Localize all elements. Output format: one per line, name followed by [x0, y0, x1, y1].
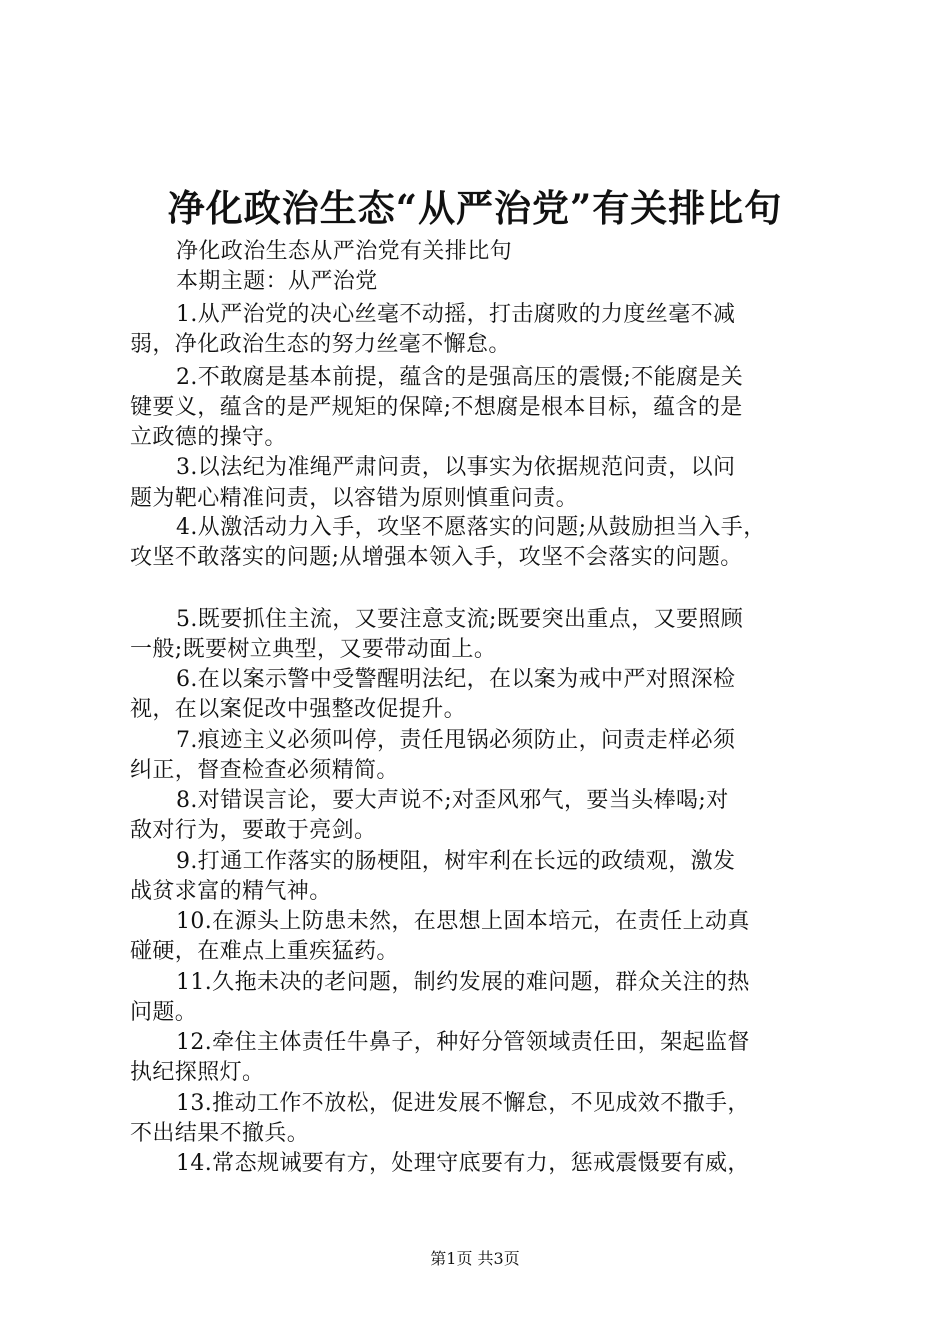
paragraph-line: 1.从严治党的决心丝毫不动摇，打击腐败的力度丝毫不减 [176, 302, 736, 327]
paragraph-line: 4.从激活动力入手，攻坚不愿落实的问题;从鼓励担当入手， [176, 515, 766, 540]
paragraph-line: 一般;既要树立典型，又要带动面上。 [130, 637, 497, 662]
paragraph-line: 3.以法纪为准绳严肃问责，以事实为依据规范问责，以问 [176, 455, 736, 480]
paragraph-line: 题为靶心精准问责，以容错为原则慎重问责。 [130, 486, 579, 511]
paragraph-line: 敌对行为，要敢于亮剑。 [130, 818, 377, 843]
paragraph-line: 10.在源头上防患未然，在思想上固本培元，在责任上动真 [176, 909, 750, 934]
paragraph-line: 立政德的操守。 [130, 425, 287, 450]
document-title: 净化政治生态“从严治党”有关排比句 [167, 186, 783, 230]
paragraph-line: 碰硬，在难点上重疾猛药。 [130, 939, 399, 964]
paragraph-line: 攻坚不敢落实的问题;从增强本领入手，攻坚不会落实的问题。 [130, 545, 743, 570]
paragraph-line: 不出结果不撤兵。 [130, 1121, 310, 1146]
paragraph-line: 8.对错误言论，要大声说不;对歪风邪气，要当头棒喝;对 [176, 788, 729, 813]
paragraph-line: 7.痕迹主义必须叫停，责任甩锅必须防止，问责走样必须 [176, 728, 736, 753]
paragraph-line: 5.既要抓住主流，又要注意支流;既要突出重点，又要照顾 [176, 607, 744, 632]
document-subtitle: 净化政治生态从严治党有关排比句 [176, 239, 513, 264]
paragraph-line: 纠正，督查检查必须精简。 [130, 758, 399, 783]
page-number-footer: 第1页 共3页 [430, 1249, 520, 1268]
paragraph-line: 问题。 [130, 1000, 198, 1025]
paragraph-line: 执纪探照灯。 [130, 1060, 265, 1085]
topic-line: 本期主题：从严治党 [176, 269, 378, 294]
paragraph-line: 2.不敢腐是基本前提，蕴含的是强高压的震慑;不能腐是关 [176, 365, 744, 390]
paragraph-line: 13.推动工作不放松，促进发展不懈怠，不见成效不撒手， [176, 1091, 750, 1116]
paragraph-line: 弱，净化政治生态的努力丝毫不懈怠。 [130, 332, 511, 357]
paragraph-line: 战贫求富的精气神。 [130, 879, 332, 904]
paragraph-line: 12.牵住主体责任牛鼻子，种好分管领域责任田，架起监督 [176, 1030, 750, 1055]
paragraph-line: 9.打通工作落实的肠梗阻，树牢利在长远的政绩观，激发 [176, 849, 736, 874]
paragraph-line: 14.常态规诫要有方，处理守底要有力，惩戒震慑要有威， [176, 1151, 750, 1176]
paragraph-line: 键要义，蕴含的是严规矩的保障;不想腐是根本目标，蕴含的是 [130, 395, 743, 420]
paragraph-line: 11.久拖未决的老问题，制约发展的难问题，群众关注的热 [176, 970, 750, 995]
paragraph-line: 6.在以案示警中受警醒明法纪，在以案为戒中严对照深检 [176, 667, 736, 692]
paragraph-line: 视，在以案促改中强整改促提升。 [130, 697, 467, 722]
